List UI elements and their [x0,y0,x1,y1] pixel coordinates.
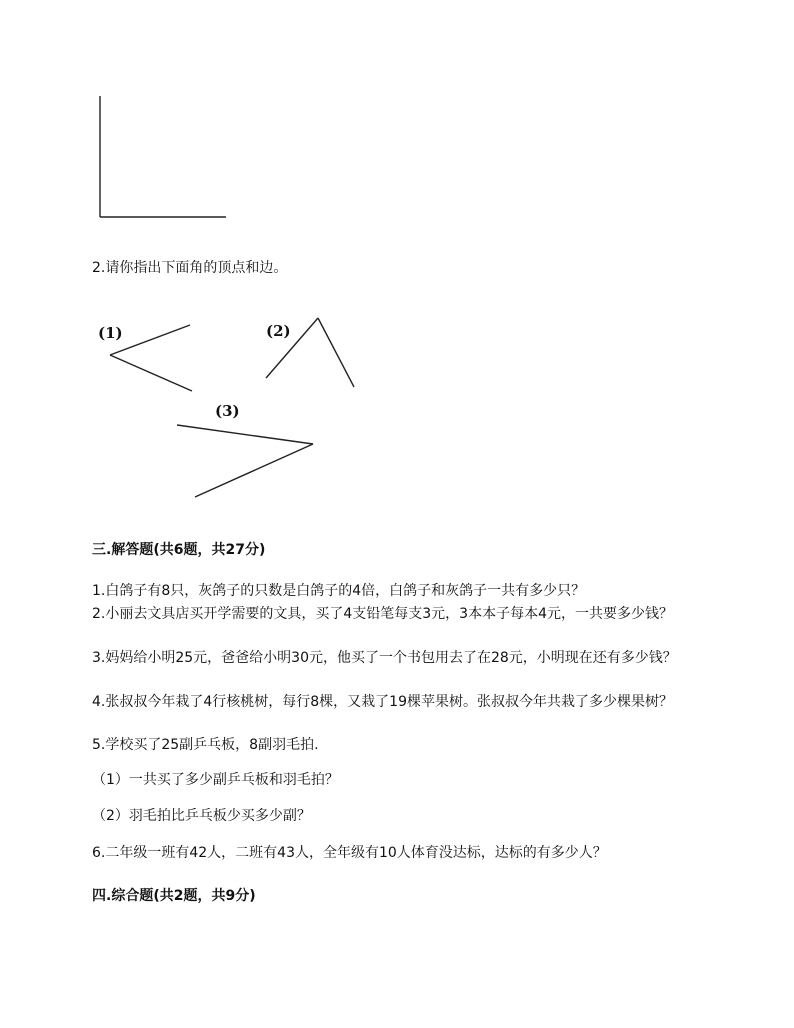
section3-q3: 3.妈妈给小明25元，爸爸给小明30元，他买了一个书包用去了在28元，小明现在还有多少钱？ [92,650,677,666]
angle-2-right-side [318,318,354,387]
angle-2-label: (2) [266,322,291,340]
section3-q4: 4.张叔叔今年栽了4行核桃树，每行8棵，又栽了19棵苹果树。张叔叔今年共栽了多少棵果树？ [92,694,673,710]
angle-3-lower-side [195,444,313,497]
section3-title: 三.解答题(共6题，共27分) [92,542,266,558]
section3-q6: 6.二年级一班有42人，二班有43人，全年级有10人体育没达标，达标的有多少人？ [92,845,607,861]
q2-prompt: 2.请你指出下面角的顶点和边。 [92,260,288,276]
right-angle-figure [0,0,794,240]
section3-q5: 5.学校买了25副乒乓板，8副羽毛拍. [92,737,319,753]
angle-1-upper-side [110,325,190,355]
section3-q5-sub1: （1）一共买了多少副乒乓板和羽毛拍？ [92,772,339,788]
angle-2-left-side [266,318,318,378]
angle-3-label: (3) [215,402,240,420]
section3-q2: 2.小丽去文具店买开学需要的文具，买了4支铅笔每支3元，3本本子每本4元，一共要多少钱？ [92,606,673,622]
section3-q5-sub2: （2）羽毛拍比乒乓板少买多少副？ [92,808,311,824]
section4-title: 四.综合题(共2题，共9分) [92,888,256,904]
section3-q1: 1.白鸽子有8只，灰鸽子的只数是白鸽子的4倍，白鸽子和灰鸽子一共有多少只？ [92,583,586,599]
angle-3-upper-side [177,425,313,444]
angles-figure [0,300,794,510]
angle-1-lower-side [110,355,192,391]
angle-1-label: (1) [98,324,123,342]
